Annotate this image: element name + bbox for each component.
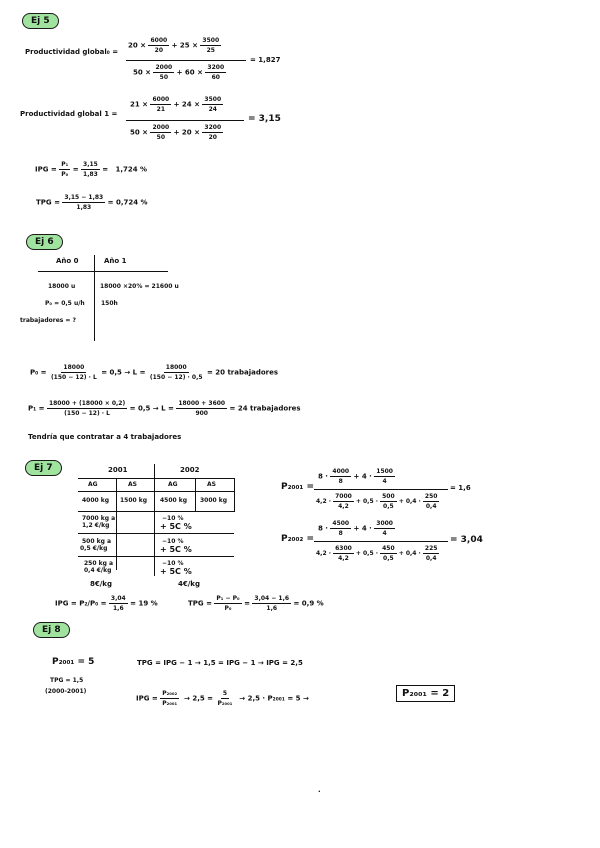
ej7-h3: AG (168, 481, 178, 488)
ej7-h4: AS (207, 481, 216, 488)
ej7-foot2: 4€/kg (178, 580, 200, 588)
ej8-line2: IPG = $\frac{\text{P₂₀₀₂}}{\text{P₂₀₀₁}}$ → 2,5 = $\frac{5}{\text{P₂₀₀₁}}$ → 2,5 · P₂₀₀₁ = 5 → (136, 690, 309, 707)
ej8-final-answer: P₂₀₀₁ = 2 (396, 685, 455, 702)
ej7-r4d: + 5C % (160, 567, 192, 576)
ej6-col1-header: Año 1 (104, 257, 127, 265)
p2001-fraction-line (314, 489, 448, 490)
ej7-r1c2: 1500 kg (120, 497, 148, 504)
pg1-fraction-line (126, 120, 244, 121)
ej8-badge: Ej 8 (33, 622, 70, 638)
ej7-r1c1: 4000 kg (82, 497, 110, 504)
p2002-label: P₂₀₀₂ = (281, 534, 315, 544)
ej8-p2001: P₂₀₀₁ = 5 (52, 657, 95, 667)
ej7-r2a: 7000 kg a (82, 515, 116, 522)
ej8-years: (2000-2001) (45, 688, 87, 695)
ej6-r1c1: 18000 ×20% = 21600 u (100, 283, 179, 290)
ej7-hline-3 (78, 533, 234, 534)
ej7-vline-3 (195, 478, 196, 512)
ej7-r3a: 500 kg a (82, 538, 112, 545)
ej7-r2c: −10 % (162, 515, 184, 522)
ej7-r3b: 0,5 €/kg (80, 545, 108, 552)
ej7-r3c: −10 % (162, 538, 184, 545)
ej7-r1c3: 4500 kg (160, 497, 188, 504)
ej7-hline-2 (78, 511, 234, 512)
ej7-r2d: + 5C % (160, 522, 192, 531)
ej6-table-vline (94, 255, 95, 341)
ej7-hline-1 (78, 491, 234, 492)
ej5-badge: Ej 5 (22, 13, 59, 29)
ej7-h2: AS (128, 481, 137, 488)
ej7-hline-0 (78, 478, 234, 479)
ej7-vline-mid (154, 464, 155, 576)
p2002-result: = 3,04 (450, 535, 483, 545)
p2002-fraction-line (314, 541, 448, 542)
ej5-ipg: IPG = $\frac{\text{P₁}}{\text{P₀}}$ = $\frac{3,15}{1,83}$ = 1,724 % (35, 161, 148, 178)
ej5-tpg: TPG = $\frac{3,15 - 1,83}{1,83}$ = 0,724 % (36, 194, 148, 211)
ej7-year-2002: 2002 (180, 466, 200, 474)
ej7-hline-4 (78, 556, 234, 557)
footer-dot: . (318, 786, 321, 794)
ej8-line1: TPG = IPG − 1 → 1,5 = IPG − 1 → IPG = 2,5 (137, 659, 303, 667)
ej7-r4a: 250 kg a (84, 560, 114, 567)
pg0-label: Productividad global₀ = (25, 48, 119, 56)
ej8-tpg-given: TPG = 1,5 (50, 677, 84, 684)
ej6-table-hline (38, 271, 168, 272)
pg1-denominator: 50 × $\frac{2000}{50}$ + 20 × $\frac{3200}{20}$ (130, 124, 222, 141)
ej7-r4c: −10 % (162, 560, 184, 567)
pg1-label: Productividad global 1 = (20, 110, 118, 118)
ej6-r2c1: 150h (101, 300, 118, 307)
ej7-ipg: IPG = P₂/P₀ = $\frac{3,04}{1,6}$ = 19 % (55, 595, 158, 612)
ej7-h1: AG (88, 481, 98, 488)
ej7-r4b: 0,4 €/kg (84, 567, 112, 574)
ej6-r3c0: trabajadores = ? (20, 317, 77, 324)
ej6-eq1: P₀ = $\frac{18000}{(150 - 12) \cdot L}$ = 0,5 → L = $\frac{18000}{(150 - 12) \cdot 0,5}$ = 20 trabajadores (30, 364, 279, 381)
p2001-numerator: 8 · $\frac{4000}{8}$ + 4 · $\frac{1500}{4}$ (318, 468, 393, 485)
ej7-year-2001: 2001 (108, 466, 128, 474)
pg0-numerator: 20 × $\frac{6000}{20}$ + 25 × $\frac{3500}{25}$ (128, 37, 220, 54)
ej7-foot1: 8€/kg (90, 580, 112, 588)
p2002-numerator: 8 · $\frac{4500}{8}$ + 4 · $\frac{3000}{4}$ (318, 520, 393, 537)
pg1-numerator: 21 × $\frac{6000}{21}$ + 24 × $\frac{3500}{24}$ (130, 96, 222, 113)
ej7-tpg: TPG = $\frac{\text{P₁ − P₀}}{\text{P₀}}$ = $\frac{3,04 - 1,6}{1,6}$ = 0,9 % (188, 595, 324, 612)
ej7-vline-4 (234, 478, 235, 512)
p2002-denominator: 4,2 · $\frac{6300}{4,2}$ + 0,5 · $\frac{450}{0,5}$ + 0,4 · $\frac{225}{0,4}$ (316, 545, 438, 562)
ej6-col0-header: Año 0 (56, 257, 79, 265)
ej6-r1c0: 18000 u (48, 283, 76, 290)
ej7-r2b: 1,2 €/kg (82, 522, 110, 529)
ej7-badge: Ej 7 (25, 460, 62, 476)
ej6-r2c0: P₀ = 0,5 u/h (45, 300, 85, 307)
p2001-denominator: 4,2 · $\frac{7000}{4,2}$ + 0,5 · $\frac{500}{0,5}$ + 0,4 · $\frac{250}{0,4}$ (316, 493, 438, 510)
pg0-result: = 1,827 (250, 56, 281, 64)
ej7-r1c4: 3000 kg (200, 497, 228, 504)
ej6-badge: Ej 6 (26, 234, 63, 250)
pg1-result: = 3,15 (248, 114, 281, 124)
p2001-label: P₂₀₀₁ = (281, 482, 315, 492)
ej6-eq2: P₁ = $\frac{18000 + (18000 \times 0,2)}{(150 - 12) \cdot L}$ = 0,5 → L = $\frac{18000 + 3600}{900}$ = 24 trabajadores (28, 400, 301, 417)
pg0-denominator: 50 × $\frac{2000}{50}$ + 60 × $\frac{3200}{60}$ (133, 64, 225, 81)
p2001-result: = 1,6 (450, 484, 471, 492)
pg0-fraction-line (126, 60, 246, 61)
ej7-r3d: + 5C % (160, 545, 192, 554)
ej6-conclusion: Tendría que contratar a 4 trabajadores (28, 433, 182, 441)
